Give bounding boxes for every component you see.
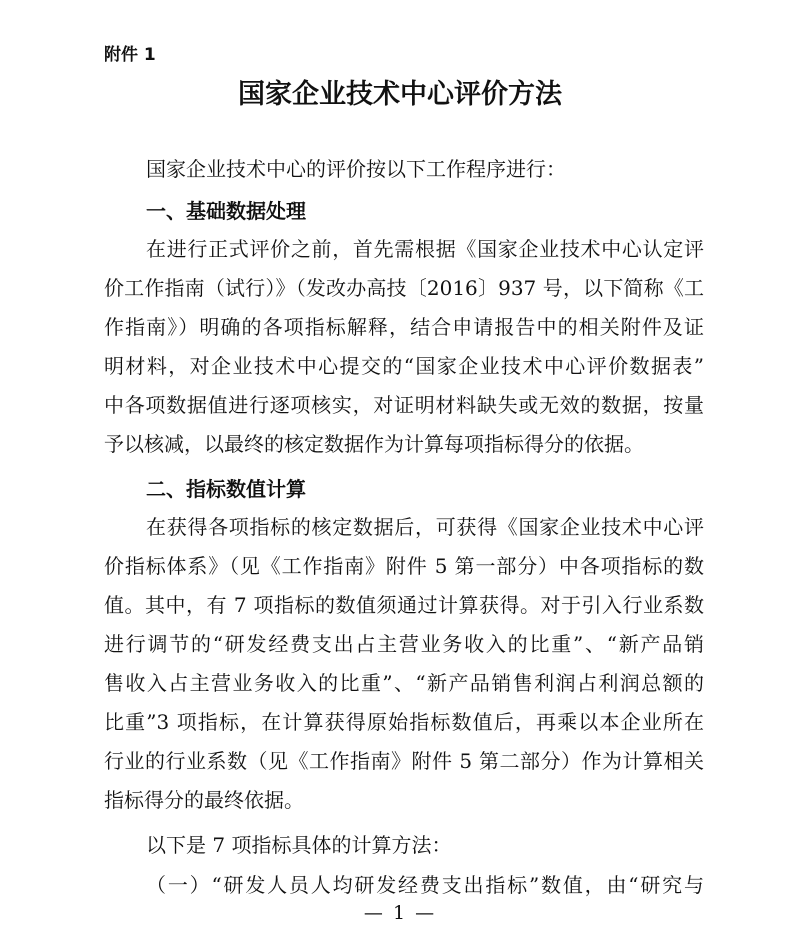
paragraph-line: 明材料，对企业技术中心提交的“国家企业技术中心评价数据表” — [104, 354, 704, 378]
annex-label: 附件 1 — [104, 45, 156, 65]
paragraph-line: 予以核减，以最终的核定数据作为计算每项指标得分的依据。 — [104, 432, 644, 456]
paragraph-line: 指标得分的最终依据。 — [104, 788, 304, 812]
paragraph-line: 售收入占主营业务收入的比重”、“新产品销售利润占利润总额的 — [104, 671, 704, 695]
paragraph-line: 行业的行业系数（见《工作指南》附件 5 第二部分）作为计算相关 — [104, 749, 704, 773]
paragraph-line: 在进行正式评价之前，首先需根据《国家企业技术中心认定评 — [146, 237, 704, 261]
paragraph-line: 进行调节的“研发经费支出占主营业务收入的比重”、“新产品销 — [104, 632, 704, 656]
methods-intro: 以下是 7 项指标具体的计算方法： — [146, 833, 452, 857]
paragraph-line: 价指标体系》（见《工作指南》附件 5 第一部分）中各项指标的数 — [104, 554, 704, 578]
paragraph-line: 价工作指南（试行）》（发改办高技〔2016〕937 号，以下简称《工 — [104, 276, 704, 300]
paragraph-line: 比重”3 项指标，在计算获得原始指标数值后，再乘以本企业所在 — [104, 710, 704, 734]
intro-paragraph: 国家企业技术中心的评价按以下工作程序进行： — [146, 157, 566, 181]
document-title: 国家企业技术中心评价方法 — [238, 79, 562, 110]
section-heading-basic-data: 一、基础数据处理 — [146, 199, 306, 223]
section-heading-indicator-calculation: 二、指标数值计算 — [146, 477, 306, 501]
paragraph-line: 在获得各项指标的核定数据后，可获得《国家企业技术中心评 — [146, 515, 704, 539]
paragraph-line: 值。其中，有 7 项指标的数值须通过计算获得。对于引入行业系数 — [104, 593, 704, 617]
paragraph-line: 中各项数据值进行逐项核实，对证明材料缺失或无效的数据，按量 — [104, 393, 704, 417]
paragraph-line: 作指南》）明确的各项指标解释，结合申请报告中的相关附件及证 — [104, 315, 704, 339]
item-one-line: （一）“研发人员人均研发经费支出指标”数值，由“研究与 — [146, 873, 704, 897]
page-number: — 1 — — [363, 902, 437, 924]
